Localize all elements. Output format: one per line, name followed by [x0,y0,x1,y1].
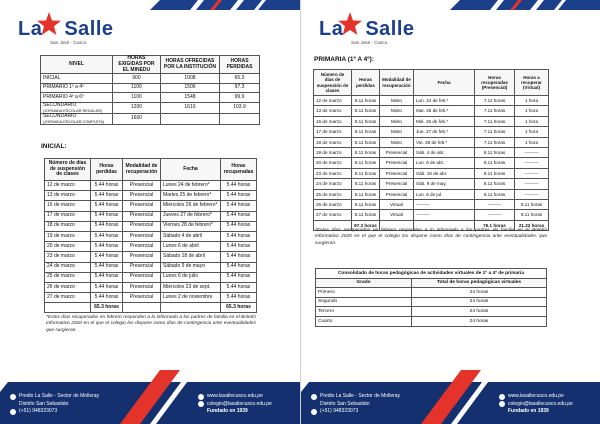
table-cell: Presencial [123,201,161,211]
table-cell: 8.11 horas [475,189,515,199]
table-cell: Lun. 6 de jul. [414,189,475,199]
table-cell: 5.44 horas [91,293,123,303]
table-cell: 8.11 horas [475,147,515,157]
table-cell: Mixto [380,137,414,147]
table-cell: --------- [414,199,475,209]
table-row [45,252,257,262]
table-cell: --------- [515,147,549,157]
table-cell: 8.11 horas [352,137,380,147]
table-cell: 12 de marzo [314,96,352,106]
col-nivel: NIVEL [41,56,113,74]
table-row [45,242,257,252]
table-cell: Mixto [380,106,414,116]
cell-exigidas: 1600 [113,113,161,124]
table-cell: Jueves 27 de febrero* [161,211,221,221]
table-cell: 27 de marzo [314,210,352,220]
cell-ofrecidas: 1548 [160,93,219,103]
top-stripe-band [150,0,300,10]
table-cell: --------- [414,210,475,220]
col-horas-exigidas: HORAS EXIGIDAS POR EL MINEDU [113,56,161,74]
cell-total: 24 horas [412,288,547,298]
table-cell [123,303,161,313]
cell-ofrecidas: 1506 [160,83,219,93]
footer-phone: (+51) 948323073 [19,408,58,415]
table-row [45,293,257,303]
table-cell: Sáb. 4 de abr. [414,147,475,157]
table-cell: 8.11 horas [352,116,380,126]
footer-email-link[interactable]: colegio@lasallecusco.edu.pe [207,400,272,407]
cell-exigidas: 900 [113,74,161,84]
table-cell: Presencial [123,293,161,303]
table-cell: 27 de marzo [45,293,91,303]
footer-web [198,393,272,416]
table-header-row [316,278,547,288]
table-cell: Mixto [380,96,414,106]
table-header-row [41,56,260,74]
cell-total: 24 horas [412,316,547,326]
table-row [45,221,257,231]
table-cell: Virtual [380,199,414,209]
table-cell: 24 de marzo [45,262,91,272]
table-cell: 5.44 horas [91,252,123,262]
table-cell: Mié. 26 de feb.* [414,116,475,126]
col-horas-perdidas: Horas perdidas [352,70,380,96]
table-cell: 7.11 horas [475,137,515,147]
table-cell: 8.11 horas [352,199,380,209]
logo-wordmark: La Salle [18,18,114,40]
cell-perdidas: 65.3 [220,74,260,84]
section-title-inicial: INICIAL: [41,143,67,150]
table-cell: 5.44 horas [221,211,257,221]
table-cell: 25 de marzo [314,189,352,199]
inicial-recovery-table [44,158,257,313]
table-cell: 5.44 horas [221,242,257,252]
table-cell: Presencial [123,181,161,191]
table-cell: Mixto [380,127,414,137]
table-cell: Presencial [123,191,161,201]
table-cell: 8.11 horas [515,199,549,209]
col-dias: Número de días de suspensión de clases [314,70,352,96]
table-row [45,231,257,241]
cell-perdidas: 103.9 [220,102,260,113]
cell-grado: Primero [316,288,412,298]
table-cell: Viernes 28 de febrero* [161,221,221,231]
col-horas-recuperadas: Horas recuperadas [221,159,257,181]
col-modalidad: Modalidad de recuperación [123,159,161,181]
table-cell: --------- [515,158,549,168]
table-cell: 5.44 horas [91,191,123,201]
mail-icon [198,401,204,407]
table-cell: 19 de marzo [314,147,352,157]
primaria-recovery-table [313,69,549,231]
table-cell: Mixto [380,116,414,126]
table-cell: Sáb. 9 de may. [414,179,475,189]
table-row [314,158,549,168]
table-cell: Martes 25 de febrero* [161,191,221,201]
mail-icon [499,401,505,407]
table-cell: Presencial [123,211,161,221]
footnote-inicial: *Estos días recuperados en febrero responden a lo informado a los padres de familia en el Boletín Informativo 2020 en el que el colegio los dispone como días de contingencia ante eventualidades que surgieran. [46,315,256,333]
table-cell: Presencial [123,231,161,241]
phone-icon [311,409,317,415]
cell-exigidas: 1100 [113,93,161,103]
cell-ofrecidas: 1008 [160,74,219,84]
table-cell: 5.44 horas [221,293,257,303]
logo-subtitle: San José - Cusco [50,40,87,45]
table-row [45,211,257,221]
table-cell [161,303,221,313]
footer-contact [10,393,99,416]
total-recovered: 65.3 horas [221,303,257,313]
col-dias: Número de días de suspensión de clases [45,159,91,181]
cell-nivel: PRIMARIO 4º a 6º [41,93,113,103]
table-row [45,181,257,191]
table-cell: 8.11 horas [352,210,380,220]
table-cell: 5.44 horas [221,262,257,272]
col-horas-virtual: Horas a recuperar (Virtual) [515,70,549,96]
table-cell: 12 de marzo [45,181,91,191]
table-cell: 1 hora [515,116,549,126]
table-cell: --------- [515,168,549,178]
top-stripe-band [450,0,600,10]
footer-website-link[interactable]: www.lasallecusco.edu.pe [508,392,564,399]
table-cell: --------- [515,179,549,189]
table-cell: 5.44 horas [91,221,123,231]
cell-total: 24 horas [412,307,547,317]
table-cell: 1 hora [515,96,549,106]
table-cell: 13 de marzo [314,106,352,116]
table-cell: 5.44 horas [221,252,257,262]
table-row [41,102,260,113]
table-row [314,179,549,189]
table-cell: --------- [515,189,549,199]
table-row [314,127,549,137]
table-header-row [314,70,549,96]
table-cell: 8.11 horas [475,158,515,168]
table-cell: 8.11 horas [352,168,380,178]
col-modalidad: Modalidad de recuperación [380,70,414,96]
section-title-primaria: PRIMARIA (1º A 4º): [314,56,374,63]
table-cell: Virtual [380,210,414,220]
cell-ofrecidas [160,113,219,124]
table-row [314,199,549,209]
table-cell: 5.44 horas [221,282,257,292]
footer-web [499,393,573,416]
table-cell: Presencial [380,158,414,168]
table-cell: Lunes 2 de noviembre [161,293,221,303]
table-cell: --------- [475,199,515,209]
table-header-row [45,159,257,181]
cell-exigidas: 1100 [113,83,161,93]
table-row [314,116,549,126]
table-row [41,74,260,84]
table-cell: 8.11 horas [352,158,380,168]
location-icon [10,394,16,400]
footer-address: Predio La Salle - Sector de Molleray [320,392,401,399]
col-horas-presencial: Horas recuperadas (Presencial) [475,70,515,96]
table-cell: Presencial [380,168,414,178]
footer-contact [311,393,400,416]
page-right [300,0,600,424]
cell-perdidas: 97.3 [220,83,260,93]
footer-website-link[interactable]: www.lasallecusco.edu.pe [207,392,263,399]
table-cell: 5.44 horas [221,201,257,211]
table-cell: 23 de marzo [45,252,91,262]
footnote-primaria: *Estos días recuperados en febrero responden a lo informado a los padres de familia en el Boletín Informativo 2020 en el que el colegio los dispone como días de contingencia ante eventualidades que surgieran. [315,228,547,246]
table-row [45,272,257,282]
total-lost: 65.3 horas [91,303,123,313]
footer-district: Distrito San Sebastián [320,400,370,407]
table-cell: 17 de marzo [314,127,352,137]
globe-icon [499,394,505,400]
levels-hours-table [40,55,260,125]
table-cell: 5.44 horas [91,242,123,252]
table-row [314,106,549,116]
table-cell: Presencial [123,242,161,252]
table-cell: 5.44 horas [91,272,123,282]
table-cell: 8.11 horas [352,127,380,137]
consolidated-virtual-table [315,268,547,327]
cell-grado: Segundo [316,297,412,307]
table-row [45,282,257,292]
table-cell: 5.44 horas [221,231,257,241]
table-cell: 23 de marzo [314,168,352,178]
table-cell: Sábado 9 de mayo [161,262,221,272]
table-total-row [45,303,257,313]
table-cell: 5.44 horas [221,191,257,201]
location-icon [311,394,317,400]
total-virtual: 21.22 horas [515,220,549,230]
col-horas-ofrecidas: HORAS OFRECIDAS POR LA INSTITUCIÓN [160,56,219,74]
primaria-table-body [314,96,549,231]
page-footer [301,370,600,424]
table-row [314,189,549,199]
table-cell: 1 hora [515,127,549,137]
table-caption: Consolidado de horas pedagógicas de actividades virtuales de 1º a 4º de primaria [316,269,547,279]
table-cell: Miércoles 23 de sept. [161,282,221,292]
footer-email-link[interactable]: colegio@lasallecusco.edu.pe [508,400,573,407]
table-cell: 5.44 horas [91,201,123,211]
table-cell: 8.11 horas [352,147,380,157]
table-cell: 8.11 horas [352,106,380,116]
cell-total: 24 horas [412,297,547,307]
table-cell: 13 de marzo [45,191,91,201]
table-cell: Sábado 4 de abril [161,231,221,241]
table-row [314,210,549,220]
table-cell: Jue. 27 de feb.* [414,127,475,137]
table-cell: 7.11 horas [475,106,515,116]
cell-grado: Tercero [316,307,412,317]
table-row [314,137,549,147]
table-cell: Lunes 6 de abril [161,242,221,252]
table-cell: 8.11 horas [352,179,380,189]
footer-founded: Fundado en 1939 [508,408,549,415]
table-cell: 7.11 horas [475,127,515,137]
page-footer [0,370,300,424]
table-cell: 26 de marzo [314,199,352,209]
table-row [314,147,549,157]
table-cell: 18 de marzo [45,221,91,231]
cell-nivel: PRIMARIO 1º a 4º [41,83,113,93]
table-cell: 5.44 horas [91,231,123,241]
footer-founded: Fundado en 1939 [207,408,248,415]
logo-subtitle: San José - Cusco [351,40,388,45]
col-horas-perdidas: HORAS PERDIDAS [220,56,260,74]
table-cell: 8.11 horas [352,189,380,199]
footer-phone: (+51) 948323073 [320,408,359,415]
table-cell: --------- [475,210,515,220]
table-row [45,201,257,211]
table-cell: Presencial [123,221,161,231]
table-cell: 25 de marzo [45,272,91,282]
table-cell: Presencial [123,272,161,282]
table-cell: Vie. 28 de feb.* [414,137,475,147]
table-cell: 18 de marzo [314,137,352,147]
table-cell: Presencial [123,262,161,272]
table-cell: Sábado 18 de abril [161,252,221,262]
table-cell: 8.11 horas [515,210,549,220]
table-cell: Presencial [380,189,414,199]
table-row [316,307,547,317]
table-cell: 5.44 horas [221,221,257,231]
cell-perdidas [220,113,260,124]
table-cell: 8.11 horas [475,179,515,189]
table-cell: 1 hora [515,137,549,147]
total-recovered: 76.1 horas [475,220,515,230]
table-row [45,191,257,201]
logo-wordmark: La Salle [319,18,415,40]
table-cell: Presencial [123,282,161,292]
table-row [41,113,260,124]
cell-nivel: INICIAL [41,74,113,84]
col-grado: Grado [316,278,412,288]
table-cell: 20 de marzo [45,242,91,252]
table-row [316,288,547,298]
table-cell: 5.44 horas [91,211,123,221]
col-total-virtual: Total de horas pedagógicas virtuales [412,278,547,288]
table-cell: 8.11 horas [475,168,515,178]
table-row [45,262,257,272]
table-cell: 19 de marzo [45,231,91,241]
table-cell: 5.44 horas [221,181,257,191]
table-cell: Presencial [380,147,414,157]
table-cell [45,303,91,313]
table-cell: 8.11 horas [352,96,380,106]
cell-ofrecidas: 1610 [160,102,219,113]
table-cell: Lunes 24 de febrero* [161,181,221,191]
table-cell: Lun. 6 de abr. [414,158,475,168]
table-cell: 1 hora [515,106,549,116]
table-cell: 5.44 horas [91,262,123,272]
footer-address: Predio La Salle - Sector de Molleray [19,392,100,399]
total-lost: 97.3 horas [352,220,380,230]
cell-exigidas: 1200 [113,102,161,113]
table-cell: 5.44 horas [91,181,123,191]
table-cell: 5.44 horas [91,282,123,292]
table-cell: 7.11 horas [475,96,515,106]
table-cell: Miércoles 26 de febrero* [161,201,221,211]
table-cell: 20 de marzo [314,158,352,168]
col-fecha: Fecha [161,159,221,181]
cell-grado: Cuarto [316,316,412,326]
table-cell: 24 de marzo [314,179,352,189]
table-cell: Presencial [380,179,414,189]
table-cell: 7.11 horas [475,116,515,126]
cell-nivel: SECUNDARIO (JORNADA ESCOLAR COMPLETA) [41,113,113,124]
table-cell: Lunes 6 de julio [161,272,221,282]
table-cell: Sáb. 18 de abr. [414,168,475,178]
table-cell: 5.44 horas [221,272,257,282]
table-caption-row [316,269,547,279]
table-cell: 17 de marzo [45,211,91,221]
table-row [314,168,549,178]
phone-icon [10,409,16,415]
col-fecha: Fecha [414,70,475,96]
globe-icon [198,394,204,400]
cell-perdidas: 99.9 [220,93,260,103]
table-row [41,83,260,93]
cell-nivel: SECUNDARIO (JORNADA ESCOLAR REGULAR) [41,102,113,113]
table-cell: 26 de marzo [45,282,91,292]
col-horas-perdidas: Horas perdidas [91,159,123,181]
footer-district: Distrito San Sebastián [19,400,69,407]
table-cell: 16 de marzo [314,116,352,126]
table-cell: Lun. 24 de feb.* [414,96,475,106]
table-row [316,297,547,307]
inicial-table-body [45,181,257,313]
table-cell: 16 de marzo [45,201,91,211]
table-row [314,96,549,106]
table-row [316,316,547,326]
table-cell: Mar. 25 de feb.* [414,106,475,116]
table-cell: Presencial [123,252,161,262]
